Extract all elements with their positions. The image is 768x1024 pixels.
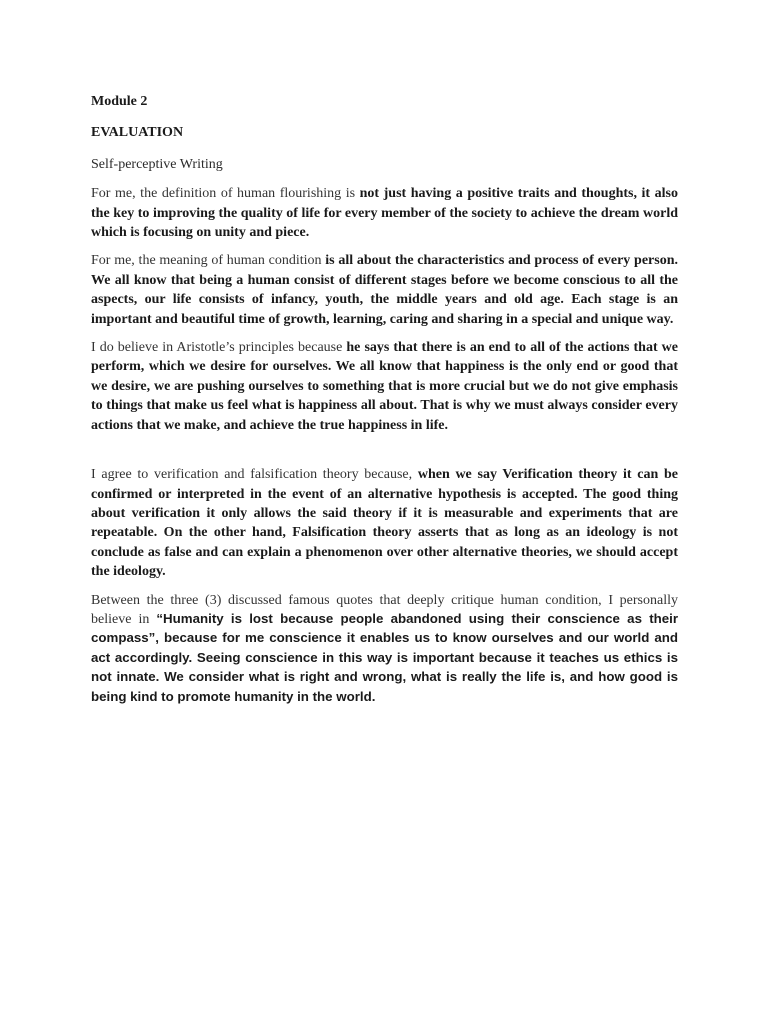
- paragraph-body: not just having a positive traits and thoughts, it also the key to improving the quality of life for every member of the society to achieve the dream world which is focusing on unity and piece.: [91, 186, 678, 241]
- paragraph-lead: I do believe in Aristotle’s principles because: [91, 340, 347, 356]
- document-page: [91, 92, 678, 716]
- paragraph-human-condition: [91, 251, 678, 329]
- paragraph-lead: For me, the meaning of human condition: [91, 253, 326, 269]
- paragraph-quotes: [91, 591, 678, 707]
- paragraph-lead: For me, the definition of human flourishing is: [91, 186, 360, 202]
- paragraph-body: when we say Verification theory it can be confirmed or interpreted in the event of an alternative hypothesis is accepted. The good thing about verification it only allows the said theory if it is measurable and experiments that are repeatable. On the other hand, Falsification theory asserts that as long as an ideology is not conclude as false and can explain a phenomenon over other alternative theories, we should accept the ideology.: [91, 467, 678, 580]
- paragraph-aristotle: [91, 338, 678, 435]
- paragraph-verification: [91, 465, 678, 581]
- paragraph-body: he says that there is an end to all of the actions that we perform, which we desire for ourselves. We all know that happiness is the only end or good that we desire, we are pushing ourselves to something that is more crucial but we do not give emphasis to things that make us feel what is happiness all about. That is why we must always consider every actions that we make, and achieve the true happiness in life.: [91, 340, 678, 433]
- paragraph-human-flourishing: [91, 184, 678, 242]
- module-title: Module 2: [91, 94, 148, 109]
- paragraph-body: “Humanity is lost because people abandoned using their conscience as their compass”, because for me conscience it enables us to know ourselves and our world and act accordingly. Seeing conscience in this way is important because it teaches us ethics is not innate. We consider what is right and wrong, what is really the life is, and how good is being kind to promote humanity in the world.: [91, 610, 679, 704]
- document-subtitle: Self-perceptive Writing: [91, 156, 223, 172]
- paragraph-lead: Between the three (3) discussed famous quotes that deeply critique human condition, I personally believe in: [91, 592, 678, 627]
- paragraph-lead: I agree to verification and falsification theory because,: [91, 467, 418, 483]
- section-title: EVALUATION: [91, 125, 184, 141]
- paragraph-body: is all about the characteristics and process of every person. We all know that being a human consist of different stages before we become conscious to all the aspects, our life consists of infancy, youth, the middle years and old age. Each stage is an important and beautiful time of growth, learning, caring and sharing in a special and unique way.: [91, 253, 678, 327]
